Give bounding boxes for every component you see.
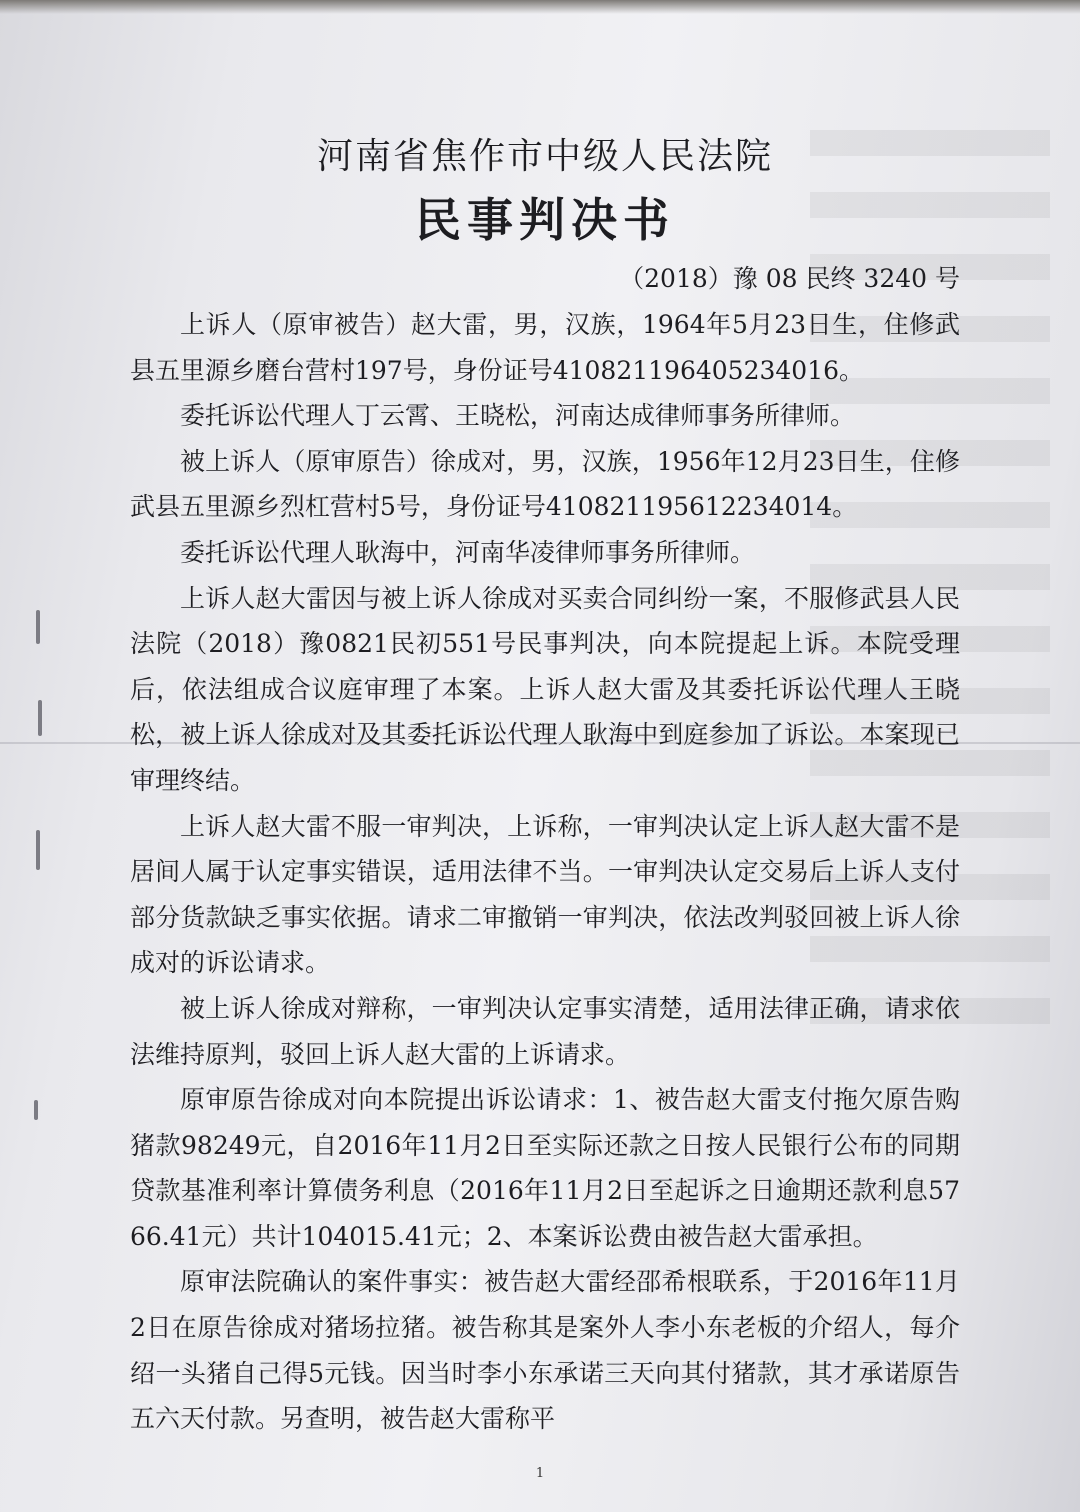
judgment-content bbox=[130, 132, 960, 1442]
binding-hole bbox=[34, 1100, 38, 1120]
court-name: 河南省焦作市中级人民法院 bbox=[316, 136, 773, 177]
appellant-agent: 委托诉讼代理人丁云霄、王晓松，河南达成律师事务所律师。 bbox=[180, 401, 856, 431]
original-facts: 原审法院确认的案件事实：被告赵大雷经邵希根联系，于2016年11月2日在原告徐成对猪场拉猪。被告称其是案外人李小东老板的介绍人，每介绍一头猪自己得5元钱。因当时李小东承诺三天向其付猪款，其才承诺原告五六天付款。另查明，被告赵大雷称平 bbox=[130, 1267, 960, 1434]
appellant-claim: 上诉人赵大雷不服一审判决，上诉称，一审判决认定上诉人赵大雷不是居间人属于认定事实错误，适用法律不当。一审判决认定交易后上诉人支付部分货款缺乏事实依据。请求二审撤销一审判决，依法改判驳回被上诉人徐成对的诉讼请求。 bbox=[130, 811, 960, 978]
binding-hole bbox=[36, 830, 40, 870]
appellee-info: 被上诉人（原审原告）徐成对，男，汉族，1956年12月23日生，住修武县五里源乡烈杠营村5号，身份证号410821195612234014。 bbox=[130, 446, 960, 522]
binding-hole bbox=[36, 610, 40, 644]
case-procedure: 上诉人赵大雷因与被上诉人徐成对买卖合同纠纷一案，不服修武县人民法院（2018）豫0821民初551号民事判决，向本院提起上诉。本院受理后，依法组成合议庭审理了本案。上诉人赵大雷及其委托诉讼代理人王晓松，被上诉人徐成对及其委托诉讼代理人耿海中到庭参加了诉讼。本案现已审理终结。 bbox=[130, 583, 960, 795]
appellee-defense: 被上诉人徐成对辩称，一审判决认定事实清楚，适用法律正确，请求依法维持原判，驳回上诉人赵大雷的上诉请求。 bbox=[130, 993, 960, 1069]
appellee-agent: 委托诉讼代理人耿海中，河南华凌律师事务所律师。 bbox=[180, 537, 756, 567]
case-number: （2018）豫 08 民终 3240 号 bbox=[619, 264, 960, 293]
torn-edge bbox=[0, 0, 1080, 14]
document-title: 民事判决书 bbox=[415, 193, 675, 247]
appellant-info: 上诉人（原审被告）赵大雷，男，汉族，1964年5月23日生，住修武县五里源乡磨台营村197号，身份证号410821196405234016。 bbox=[130, 310, 960, 385]
original-claim: 原审原告徐成对向本院提出诉讼请求：1、被告赵大雷支付拖欠原告购猪款98249元，自2016年11月2日至实际还款之日按人民银行公布的同期贷款基准利率计算债务利息（2016年11月2日至起诉之日逾期还款利息5766.41元）共计104015.41元；2、本案诉讼费由被告赵大雷承担。 bbox=[130, 1085, 960, 1251]
binding-hole bbox=[38, 700, 42, 736]
page-number: 1 bbox=[535, 1466, 545, 1481]
